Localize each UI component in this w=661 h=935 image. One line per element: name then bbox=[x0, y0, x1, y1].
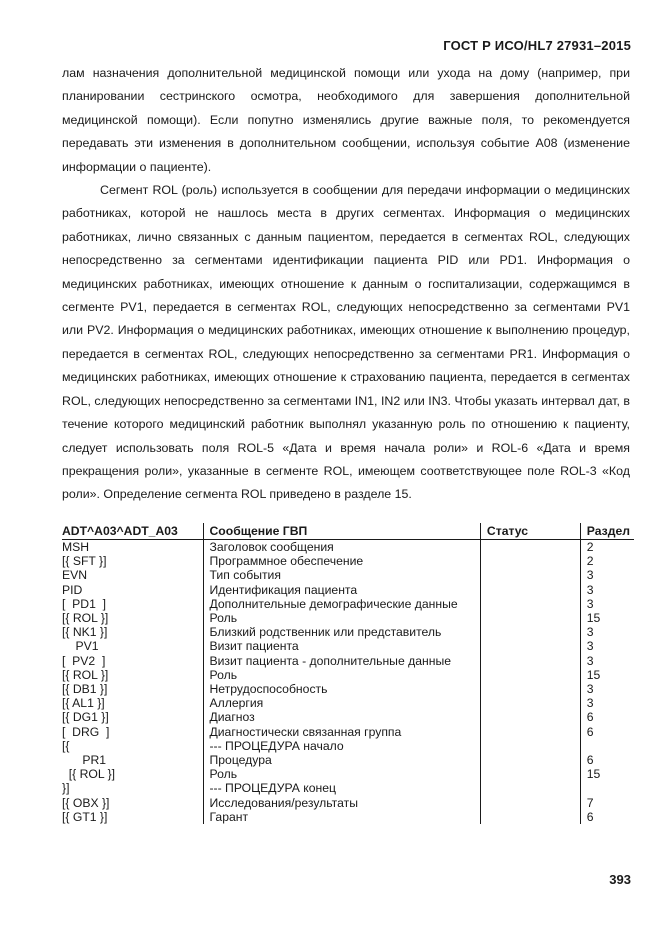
segment-section: 15 bbox=[580, 767, 634, 781]
segment-section bbox=[580, 781, 634, 795]
segment-description: Тип события bbox=[203, 568, 480, 582]
table-row bbox=[62, 568, 634, 582]
segment-description: Гарант bbox=[203, 810, 480, 824]
segment-code: [{ DG1 }] bbox=[62, 710, 109, 725]
segment-description: Роль bbox=[203, 611, 480, 625]
segment-code: }] bbox=[62, 781, 70, 796]
paragraph: лам назначения дополнительной медицинской помощи или ухода на дому (например, при планировании сестринского осмотра, необходимого для завершения дополнительной медицинской помощи). Если попутно изменялись другие важные поля, то рекомендуется передавать эти изменения в дополнительном сообщении, используя событие A08 (изменение информации о пациенте). bbox=[62, 66, 630, 174]
segment-status bbox=[480, 654, 580, 668]
segment-status bbox=[480, 781, 580, 795]
segment-description: Процедура bbox=[203, 753, 480, 767]
table-row bbox=[62, 796, 634, 810]
segment-code: PV1 bbox=[62, 639, 99, 654]
table-row bbox=[62, 696, 634, 710]
paragraph: Сегмент ROL (роль) используется в сообщении для передачи информации о медицинских работниках, которой не нашлось места в других сегментах. Информация о медицинских работниках, лично связанных с данным пациентом, передается в сегментах ROL, следующих непосредственно за сегментами идентификации пациента PID или PD1. Информация о медицинских работниках, имеющих отношение к данным о госпитализации, содержащимся в сегменте PV1, передается в сегментах ROL, следующих непосредственно за сегментами PV1 или PV2. Информация о медицинских работниках, имеющих отношение к выполнению процедур, передается в сегментах ROL, следующих непосредственно за сегментами PR1. Информация о медицинских работниках, имеющих отношение к страхованию пациента, передается в сегментах ROL, следующих непосредственно за сегментами IN1, IN2 или IN3. Чтобы указать интервал дат, в течение которого медицинский работник выполнял указанную роль по отношению к пациенту, следует использовать поля ROL-5 «Дата и время начала роли» и ROL-6 «Дата и время прекращения роли», указанные в сегменте ROL, имеющем соответствующее поле ROL-3 «Код роли». Определение сегмента ROL приведено в разделе 15. bbox=[62, 183, 630, 502]
segment-code: [{ bbox=[62, 738, 70, 753]
segment-code: PR1 bbox=[62, 753, 107, 768]
segment-code: [{ DB1 }] bbox=[62, 682, 108, 697]
segment-code: [{ ROL }] bbox=[62, 667, 109, 682]
segment-description: Роль bbox=[203, 767, 480, 781]
table-row bbox=[62, 597, 634, 611]
segment-status bbox=[480, 597, 580, 611]
table-row bbox=[62, 554, 634, 568]
segment-section: 3 bbox=[580, 696, 634, 710]
segment-section: 3 bbox=[580, 583, 634, 597]
segment-section: 7 bbox=[580, 796, 634, 810]
segment-section: 2 bbox=[580, 540, 634, 555]
segment-description: --- ПРОЦЕДУРА конец bbox=[203, 781, 480, 795]
segment-code: [{ AL1 }] bbox=[62, 696, 105, 711]
segment-description: Близкий родственник или представитель bbox=[203, 625, 480, 639]
segment-status bbox=[480, 753, 580, 767]
segment-code: [{ NK1 }] bbox=[62, 625, 108, 640]
segment-section: 15 bbox=[580, 611, 634, 625]
segment-section: 15 bbox=[580, 668, 634, 682]
table-row bbox=[62, 725, 634, 739]
segment-status bbox=[480, 625, 580, 639]
table-row bbox=[62, 810, 634, 824]
table-row bbox=[62, 753, 634, 767]
segment-section: 6 bbox=[580, 710, 634, 724]
segment-description: Диагноз bbox=[203, 710, 480, 724]
table-body bbox=[62, 540, 634, 825]
segment-code: [{ ROL }] bbox=[62, 611, 109, 626]
segment-description: Роль bbox=[203, 668, 480, 682]
segment-status bbox=[480, 739, 580, 753]
segment-status bbox=[480, 710, 580, 724]
segment-status bbox=[480, 583, 580, 597]
segment-section: 6 bbox=[580, 725, 634, 739]
table-row bbox=[62, 625, 634, 639]
segment-status bbox=[480, 725, 580, 739]
segment-section bbox=[580, 739, 634, 753]
segment-code: [ DRG ] bbox=[62, 724, 110, 739]
segment-code: [{ GT1 }] bbox=[62, 809, 108, 824]
segment-status bbox=[480, 682, 580, 696]
table-row bbox=[62, 540, 634, 555]
segment-section: 6 bbox=[580, 753, 634, 767]
table-row bbox=[62, 639, 634, 653]
segment-section: 3 bbox=[580, 597, 634, 611]
column-header-code: ADT^A03^ADT_A03 bbox=[62, 523, 203, 540]
segment-code: [{ OBX }] bbox=[62, 795, 110, 810]
segment-description: Визит пациента - дополнительные данные bbox=[203, 654, 480, 668]
table-row bbox=[62, 682, 634, 696]
table-row bbox=[62, 739, 634, 753]
segment-status bbox=[480, 639, 580, 653]
body-text bbox=[62, 62, 630, 507]
segment-status bbox=[480, 611, 580, 625]
table-header-row bbox=[62, 523, 634, 540]
segment-description: Исследования/результаты bbox=[203, 796, 480, 810]
segment-code: EVN bbox=[62, 568, 88, 583]
table-row bbox=[62, 767, 634, 781]
table-row bbox=[62, 611, 634, 625]
table-row bbox=[62, 710, 634, 724]
segment-section: 3 bbox=[580, 568, 634, 582]
table-row bbox=[62, 654, 634, 668]
segment-code: PID bbox=[62, 582, 83, 597]
segment-description: Аллергия bbox=[203, 696, 480, 710]
segment-section: 3 bbox=[580, 682, 634, 696]
segment-status bbox=[480, 540, 580, 555]
table-row bbox=[62, 668, 634, 682]
segment-code: [ PD1 ] bbox=[62, 596, 107, 611]
segment-section: 2 bbox=[580, 554, 634, 568]
segment-code: MSH bbox=[62, 540, 90, 554]
segment-description: Диагностически связанная группа bbox=[203, 725, 480, 739]
page-number: 393 bbox=[609, 872, 631, 887]
column-header-message: Сообщение ГВП bbox=[203, 523, 480, 540]
segment-status bbox=[480, 696, 580, 710]
segment-status bbox=[480, 554, 580, 568]
message-structure-table bbox=[62, 523, 634, 824]
segment-description: Заголовок сообщения bbox=[203, 540, 480, 555]
document-header: ГОСТ Р ИСО/HL7 27931–2015 bbox=[443, 38, 631, 53]
segment-section: 3 bbox=[580, 625, 634, 639]
table-row bbox=[62, 583, 634, 597]
segment-description: Дополнительные демографические данные bbox=[203, 597, 480, 611]
table-row bbox=[62, 781, 634, 795]
segment-code: [ PV2 ] bbox=[62, 653, 106, 668]
segment-status bbox=[480, 810, 580, 824]
segment-code: [{ SFT }] bbox=[62, 554, 107, 569]
segment-code: [{ ROL }] bbox=[62, 767, 116, 782]
segment-status bbox=[480, 796, 580, 810]
segment-section: 6 bbox=[580, 810, 634, 824]
segment-description: --- ПРОЦЕДУРА начало bbox=[203, 739, 480, 753]
segment-status bbox=[480, 668, 580, 682]
segment-description: Нетрудоспособность bbox=[203, 682, 480, 696]
segment-description: Визит пациента bbox=[203, 639, 480, 653]
segment-status bbox=[480, 568, 580, 582]
segment-description: Программное обеспечение bbox=[203, 554, 480, 568]
segment-description: Идентификация пациента bbox=[203, 583, 480, 597]
segment-section: 3 bbox=[580, 639, 634, 653]
segment-section: 3 bbox=[580, 654, 634, 668]
column-header-section: Раздел bbox=[580, 523, 634, 540]
column-header-status: Статус bbox=[480, 523, 580, 540]
segment-status bbox=[480, 767, 580, 781]
